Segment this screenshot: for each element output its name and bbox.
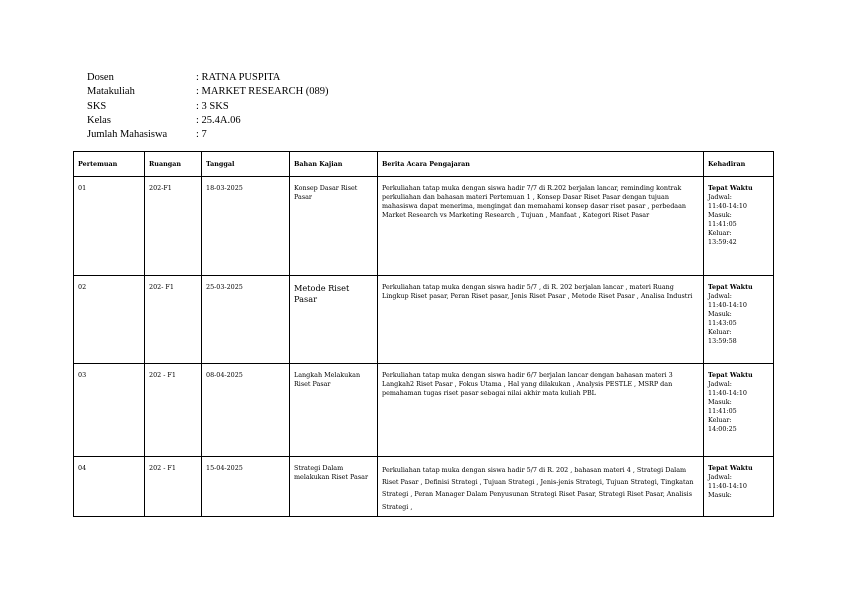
col-header-ruangan: Ruangan bbox=[145, 152, 202, 177]
attendance-status: Tepat Waktu bbox=[708, 464, 753, 472]
info-value: : RATNA PUSPITA bbox=[196, 72, 281, 83]
cell-tanggal: 15-04-2025 bbox=[202, 457, 290, 517]
masuk-label: Masuk: bbox=[708, 398, 732, 406]
cell-kehadiran bbox=[704, 276, 774, 364]
cell-berita-acara: Perkuliahan tatap muka dengan siswa hadir 7/7 di R.202 berjalan lancar, reminding kontrak perkuliahan dan bahasan materi Pertemuan 1 , Konsep Dasar Riset Pasar dengan tujuan mahasiswa dapat menerima, mengingat dan memahami konsep dasar riset pasar , perbedaan Market Research vs Marketing Research , Tujuan , Manfaat , Kategori Riset Pasar bbox=[378, 177, 704, 276]
info-label: Matakuliah bbox=[87, 86, 135, 98]
cell-pertemuan: 02 bbox=[74, 276, 145, 364]
info-row-jumlah-mahasiswa bbox=[87, 128, 329, 142]
info-label: Kelas bbox=[87, 114, 111, 126]
cell-bahan-kajian: Metode Riset Pasar bbox=[290, 276, 378, 364]
col-header-pertemuan: Pertemuan bbox=[74, 152, 145, 177]
info-value: : 7 bbox=[196, 129, 207, 141]
table-row bbox=[74, 364, 774, 457]
cell-pertemuan: 01 bbox=[74, 177, 145, 276]
info-row-dosen bbox=[87, 71, 329, 85]
jadwal-value: 11:40-14:10 bbox=[708, 482, 747, 490]
teaching-journal-table bbox=[73, 151, 774, 517]
keluar-value: 13:59:58 bbox=[708, 337, 737, 345]
cell-ruangan: 202 - F1 bbox=[145, 457, 202, 517]
jadwal-value: 11:40-14:10 bbox=[708, 389, 747, 397]
jadwal-label: Jadwal: bbox=[708, 292, 732, 300]
cell-tanggal: 25-03-2025 bbox=[202, 276, 290, 364]
cell-ruangan: 202- F1 bbox=[145, 276, 202, 364]
masuk-label: Masuk: bbox=[708, 491, 732, 499]
keluar-value: 13:59:42 bbox=[708, 238, 737, 246]
keluar-value: 14:00:25 bbox=[708, 425, 737, 433]
cell-pertemuan: 04 bbox=[74, 457, 145, 517]
col-header-berita-acara: Berita Acara Pengajaran bbox=[378, 152, 704, 177]
cell-pertemuan: 03 bbox=[74, 364, 145, 457]
table-row bbox=[74, 276, 774, 364]
masuk-value: 11:41:05 bbox=[708, 407, 737, 415]
info-row-matakuliah bbox=[87, 85, 329, 99]
jadwal-value: 11:40-14:10 bbox=[708, 202, 747, 210]
keluar-label: Keluar: bbox=[708, 328, 732, 336]
cell-bahan-kajian: Konsep Dasar Riset Pasar bbox=[290, 177, 378, 276]
keluar-label: Keluar: bbox=[708, 416, 732, 424]
masuk-value: 11:43:05 bbox=[708, 319, 737, 327]
attendance-status: Tepat Waktu bbox=[708, 371, 753, 379]
info-value: : 25.4A.06 bbox=[196, 114, 241, 126]
info-row-kelas bbox=[87, 114, 329, 128]
cell-berita-acara: Perkuliahan tatap muka dengan siswa hadir 6/7 berjalan lancar dengan bahasan materi 3 Langkah2 Riset Pasar , Fokus Utama , Hal yang dilakukan , Analysis PESTLE , MSRP dan pemahaman tugas riset pasar sebagai nilai akhir mata kuliah PBL bbox=[378, 364, 704, 457]
col-header-tanggal: Tanggal bbox=[202, 152, 290, 177]
masuk-label: Masuk: bbox=[708, 211, 732, 219]
info-value: : MARKET RESEARCH (089) bbox=[196, 86, 329, 98]
col-header-kehadiran: Kehadiran bbox=[704, 152, 774, 177]
cell-berita-acara: Perkuliahan tatap muka dengan siswa hadir 5/7 di R. 202 , bahasan materi 4 , Strategi Dalam Riset Pasar , Definisi Strategi , Tujuan Strategi , Jenis-jenis Strategi, Tujuan Strategi, Tingkatan Strategi , Peran Manager Dalam Penyusunan Strategi Riset Pasar, Strategi Riset Pasar, Analisis Strategi , bbox=[378, 457, 704, 517]
cell-kehadiran bbox=[704, 177, 774, 276]
attendance-status: Tepat Waktu bbox=[708, 184, 753, 192]
info-label: Jumlah Mahasiswa bbox=[87, 129, 168, 141]
masuk-value: 11:41:05 bbox=[708, 220, 737, 228]
course-info bbox=[87, 71, 329, 142]
attendance-status: Tepat Waktu bbox=[708, 283, 753, 291]
jadwal-label: Jadwal: bbox=[708, 380, 732, 388]
info-label: SKS bbox=[87, 100, 107, 112]
cell-tanggal: 08-04-2025 bbox=[202, 364, 290, 457]
masuk-label: Masuk: bbox=[708, 310, 732, 318]
jadwal-label: Jadwal: bbox=[708, 193, 732, 201]
cell-kehadiran bbox=[704, 457, 774, 517]
table-header-row bbox=[74, 152, 774, 177]
info-row-sks bbox=[87, 100, 329, 114]
jadwal-label: Jadwal: bbox=[708, 473, 732, 481]
table-row bbox=[74, 177, 774, 276]
cell-bahan-kajian: Strategi Dalam melakukan Riset Pasar bbox=[290, 457, 378, 517]
jadwal-value: 11:40-14:10 bbox=[708, 301, 747, 309]
cell-ruangan: 202 - F1 bbox=[145, 364, 202, 457]
cell-kehadiran bbox=[704, 364, 774, 457]
cell-ruangan: 202-F1 bbox=[145, 177, 202, 276]
info-value: : 3 SKS bbox=[196, 100, 229, 112]
table-row bbox=[74, 457, 774, 517]
cell-tanggal: 18-03-2025 bbox=[202, 177, 290, 276]
cell-bahan-kajian: Langkah Melakukan Riset Pasar bbox=[290, 364, 378, 457]
col-header-bahan-kajian: Bahan Kajian bbox=[290, 152, 378, 177]
cell-berita-acara: Perkuliahan tatap muka dengan siswa hadir 5/7 , di R. 202 berjalan lancar , materi Ruang Lingkup Riset pasar, Peran Riset pasar, Jenis Riset Pasar , Metode Riset Pasar , Analisa Industri bbox=[378, 276, 704, 364]
info-label: Dosen bbox=[87, 72, 114, 83]
keluar-label: Keluar: bbox=[708, 229, 732, 237]
